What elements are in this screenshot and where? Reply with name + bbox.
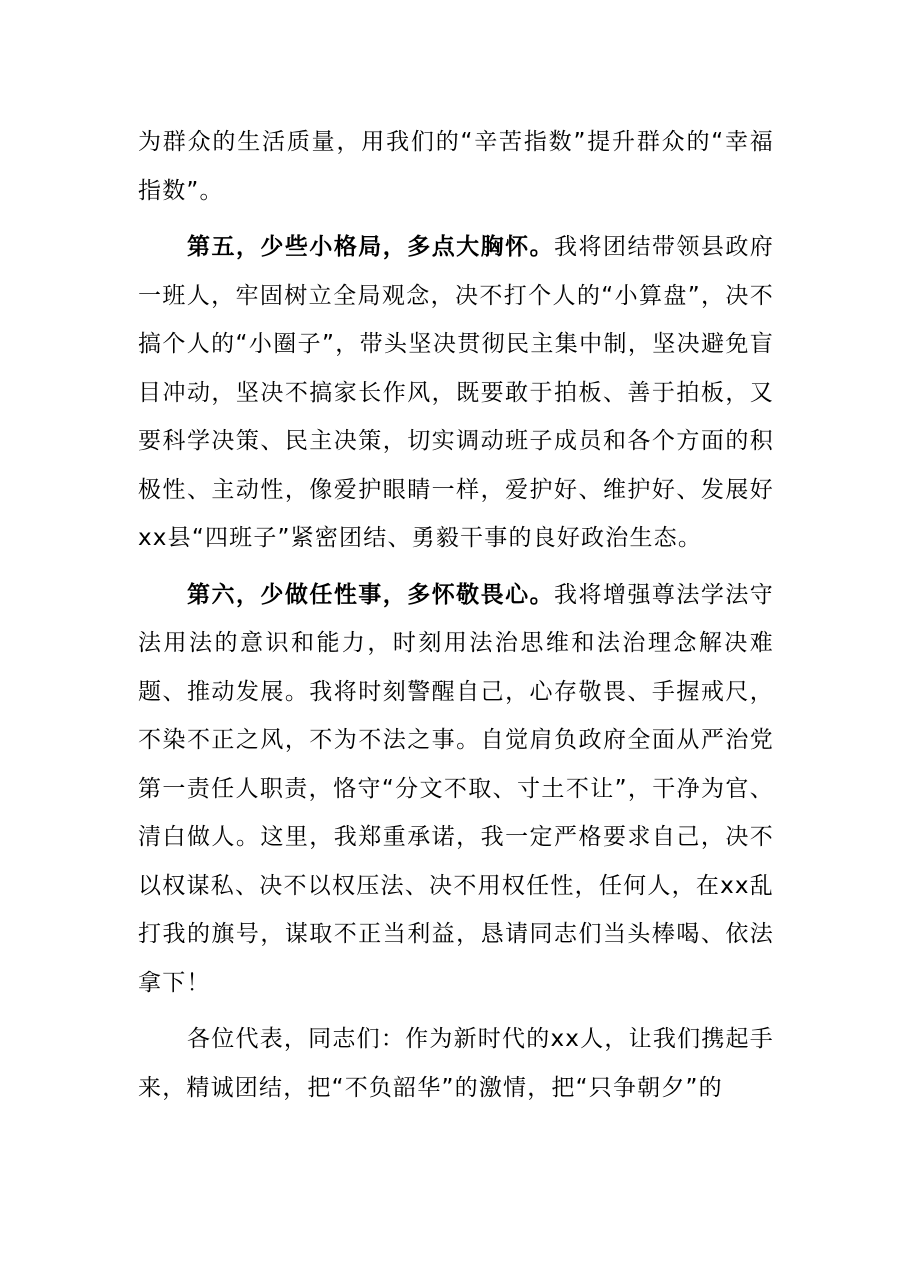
paragraph-4 <box>138 1015 774 1112</box>
paragraph-2-text: 我将团结带领县政府一班人，牢固树立全局观念，决不打个人的“小算盘”，决不搞个人的“小圈子”，带头坚决贯彻民主集中制，坚决避免盲目冲动，坚决不搞家长作风，既要敢于拍板、善于拍板，又要科学决策、民主决策，切实调动班子成员和各个方面的积极性、主动性，像爱护眼睛一样，爱护好、维护好、发展好xx县“四班子”紧密团结、勇毅干事的良好政治生态。 <box>138 234 774 551</box>
paragraph-1 <box>138 118 774 215</box>
paragraph-gap <box>138 215 774 223</box>
paragraph-3-text: 我将增强尊法学法守法用法的意识和能力，时刻用法治思维和法治理念解决难题、推动发展。我将时刻警醒自己，心存敬畏、手握戒尺，不染不正之风，不为不法之事。自觉肩负政府全面从严治党第一责任人职责，恪守“分文不取、寸土不让”，干净为官、清白做人。这里，我郑重承诺，我一定严格要求自己，决不以权谋私、决不以权压法、决不用权任性，任何人，在xx乱打我的旗号，谋取不正当利益，恳请同志们当头棒喝、依法拿下！ <box>138 581 774 996</box>
paragraph-gap <box>138 563 774 571</box>
paragraph-3 <box>138 571 774 1008</box>
document-page <box>138 118 774 1112</box>
paragraph-1-text: 为群众的生活质量，用我们的“辛苦指数”提升群众的“幸福指数”。 <box>138 129 774 204</box>
paragraph-3-heading: 第六，少做任性事，多怀敬畏心。 <box>187 581 555 608</box>
paragraph-2 <box>138 223 774 563</box>
paragraph-gap <box>138 1007 774 1015</box>
paragraph-4-text: 各位代表，同志们：作为新时代的xx人，让我们携起手来，精诚团结，把“不负韶华”的激情，把“只争朝夕”的 <box>138 1026 774 1101</box>
paragraph-2-heading: 第五，少些小格局，多点大胸怀。 <box>187 234 555 260</box>
